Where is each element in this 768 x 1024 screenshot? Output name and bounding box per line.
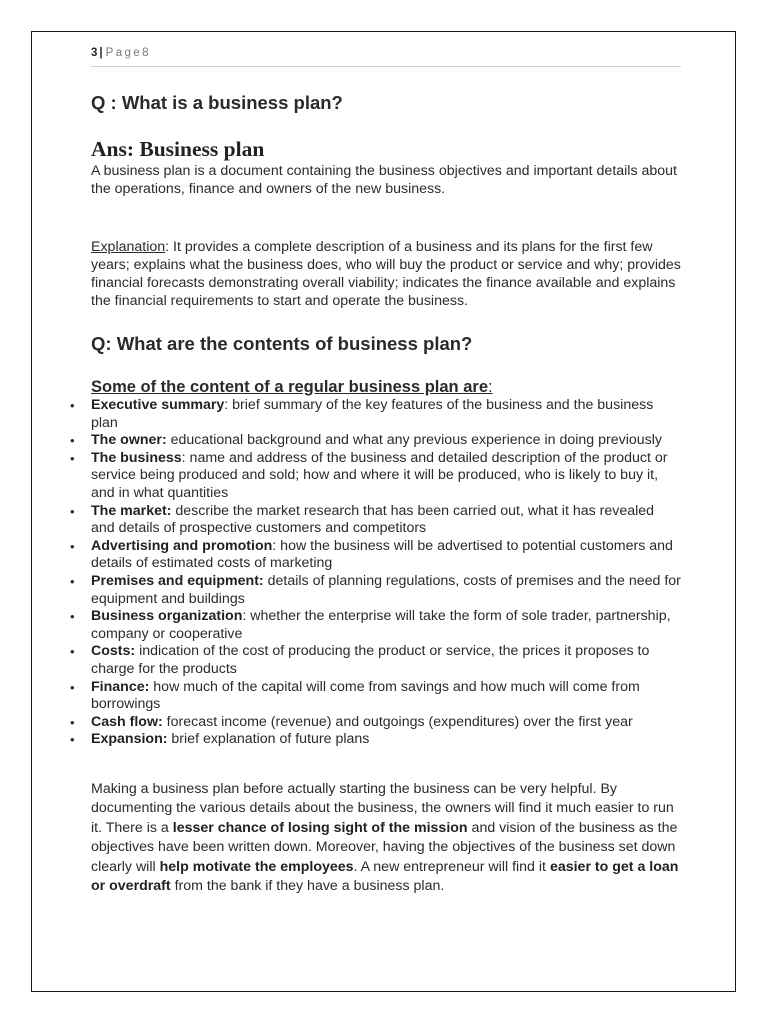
list-item-term: Advertising and promotion — [91, 537, 273, 554]
list-item — [70, 714, 681, 732]
list-item — [70, 450, 681, 503]
list-heading-text: Some of the content of a regular business plan are — [91, 378, 488, 396]
list-item-term: Executive summary — [91, 397, 225, 413]
page-header — [91, 47, 681, 67]
list-item-description: details of planning regulations, costs of premises and the need for equipment and buildings — [91, 572, 681, 607]
closing-bold-1: lesser chance of losing sight of the mission — [172, 819, 468, 836]
document-body — [70, 90, 681, 896]
header-separator: | — [99, 47, 103, 59]
list-item-term: Costs: — [91, 643, 136, 660]
list-item — [70, 397, 681, 432]
list-item-description: educational background and what any previous experience in doing previously — [166, 432, 662, 449]
explanation-paragraph — [91, 238, 681, 310]
bullet-icon: • — [70, 503, 75, 519]
closing-bold-3: easier to get a loan or overdraft — [91, 858, 679, 894]
closing-text-2: and vision of the business as the objectives have been written down. Moreover, having the objectives of the business set down clearly will — [91, 819, 678, 875]
list-item — [70, 503, 681, 538]
list-item-term: Finance: — [91, 678, 150, 695]
bullet-icon: • — [70, 679, 75, 695]
bullet-icon: • — [70, 398, 75, 413]
list-item-description: : brief summary of the key features of the business and the business plan — [91, 397, 654, 431]
bullet-icon: • — [70, 714, 75, 730]
question-heading-2: Q: What are the contents of business plan? — [91, 333, 473, 354]
bullet-icon: • — [70, 433, 75, 449]
list-item-term: Cash flow: — [91, 713, 163, 730]
list-item-description: brief explanation of future plans — [167, 731, 370, 748]
closing-text-1: Making a business plan before actually starting the business can be very helpful. By documenting the various details about the business, the owners will find it much easier to run it. There is a — [91, 780, 674, 836]
list-item-description: forecast income (revenue) and outgoings (expenditures) over the first year — [162, 713, 633, 730]
bullet-icon: • — [70, 732, 75, 748]
list-item-term: The market: — [91, 502, 172, 519]
bullet-icon: • — [70, 573, 75, 589]
closing-paragraph — [91, 780, 681, 896]
list-item-term: The business — [91, 449, 182, 466]
list-item-description: : how the business will be advertised to potential customers and details of estimated costs of marketing — [91, 537, 673, 572]
list-item — [70, 731, 681, 749]
answer-paragraph: A business plan is a document containing the business objectives and important details about the operations, finance and owners of the new business. — [91, 163, 677, 197]
list-item-term: Business organization — [91, 608, 243, 625]
explanation-label: Explanation — [91, 239, 166, 255]
list-item — [70, 432, 681, 450]
list-heading — [91, 377, 681, 397]
closing-text-4: from the bank if they have a business plan. — [170, 877, 445, 894]
list-heading-colon: : — [488, 378, 493, 396]
list-item-description: describe the market research that has been carried out, what it has revealed and details of prospective customers and competitors — [91, 502, 655, 537]
bullet-icon: • — [70, 609, 75, 625]
list-item — [70, 643, 681, 678]
closing-text-3: . A new entrepreneur will find it — [353, 858, 550, 875]
list-item-term: Expansion: — [91, 731, 168, 748]
answer-heading: Ans: Business plan — [91, 137, 265, 161]
list-item — [70, 679, 681, 714]
question-heading-1: Q : What is a business plan? — [91, 92, 343, 113]
page-number: 3 — [91, 47, 98, 59]
contents-list — [70, 397, 681, 749]
bullet-icon: • — [70, 450, 75, 466]
list-item-description: how much of the capital will come from savings and how much will come from borrowings — [91, 678, 640, 713]
list-item — [70, 608, 681, 643]
list-item-description: indication of the cost of producing the product or service, the prices it proposes to charge for the products — [91, 643, 650, 677]
list-item-term: The owner: — [91, 432, 167, 449]
list-item-term: Premises and equipment: — [91, 572, 264, 589]
bullet-icon: • — [70, 644, 75, 660]
closing-bold-2: help motivate the employees — [159, 858, 354, 875]
list-item — [70, 573, 681, 608]
explanation-text: : It provides a complete description of a business and its plans for the first few years; explains what the business does, who will buy the product or service and why; provides financial forecasts demonstrating overall viability; indicates the finance available and explains the financial requirements to start and operate the business. — [91, 239, 681, 309]
list-item-description: : name and address of the business and detailed description of the product or service being produced and sold; how and where it will be produced, who is likely to buy it, and in what quantities — [91, 449, 668, 501]
page-label: Page8 — [105, 47, 151, 59]
list-item — [70, 538, 681, 573]
list-item-description: : whether the enterprise will take the form of sole trader, partnership, company or cooperative — [91, 608, 671, 642]
bullet-icon: • — [70, 538, 75, 554]
